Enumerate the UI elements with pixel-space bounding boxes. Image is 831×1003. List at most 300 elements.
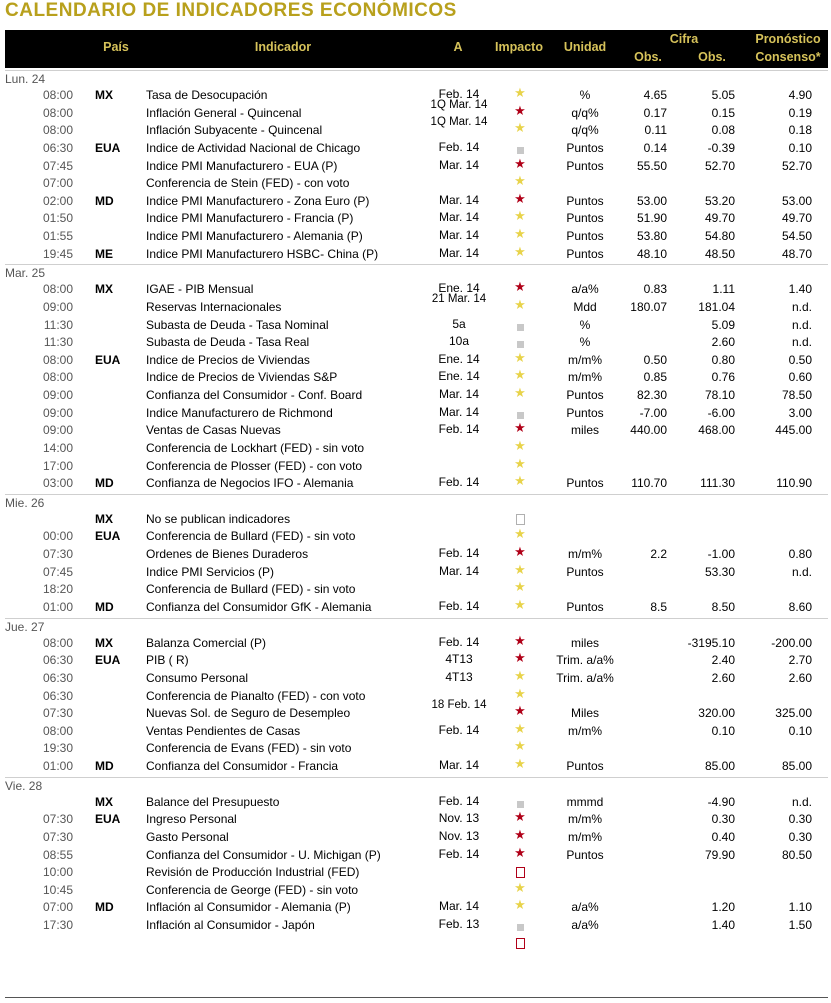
indicator-cell: Conferencia de Bullard (FED) - sin voto [146, 582, 356, 597]
obs-cell: -1.00 [707, 547, 735, 562]
forecast-cell: 2.70 [788, 653, 812, 668]
time-cell: 08:00 [42, 352, 73, 367]
unit-cell: a/a% [571, 282, 599, 297]
forecast-cell: n.d. [791, 335, 812, 350]
time-cell: 07:30 [42, 706, 73, 721]
time-cell: 01:50 [42, 211, 73, 226]
time-cell: 17:30 [42, 918, 73, 933]
indicator-cell: Conferencia de George (FED) - sin voto [146, 882, 359, 897]
table-header [5, 30, 828, 68]
indicator-cell: Tasa de Desocupación [146, 88, 268, 102]
obs-cell: 8.5 [650, 600, 667, 614]
star-low-impact-icon: ★ [514, 208, 526, 224]
table-row [5, 455, 828, 477]
indicator-cell: Ordenes de Bienes Duraderos [146, 547, 309, 562]
time-cell: 17:00 [42, 458, 73, 473]
unit-cell: % [579, 88, 591, 102]
impact-cell [500, 208, 540, 224]
unit-cell: mmmd [566, 794, 604, 809]
table-row [5, 897, 828, 918]
obs-cell: 0.76 [711, 370, 735, 385]
table-row [5, 826, 828, 848]
star-low-impact-icon: ★ [514, 296, 526, 312]
impact-cell [500, 721, 540, 737]
impact-cell [500, 845, 540, 861]
indicator-cell: Consumo Personal [146, 670, 249, 685]
obs-cell: 53.00 [636, 193, 667, 208]
indicator-cell: Revisión de Producción Industrial (FED) [146, 865, 360, 880]
star-low-impact-icon: ★ [514, 473, 526, 489]
impact-cell [500, 279, 540, 295]
table-row [5, 292, 828, 318]
obs-cell: 0.17 [643, 105, 667, 120]
header-obs-2: Obs. [698, 50, 726, 64]
day-label: Mar. 25 [5, 264, 828, 280]
time-cell: 19:30 [42, 741, 73, 756]
star-high-impact-icon: ★ [514, 155, 526, 171]
indicator-cell: Indice PMI Manufacturero - EUA (P) [146, 158, 338, 173]
time-cell: 03:00 [42, 476, 73, 491]
table-row [5, 865, 828, 883]
impact-cell [500, 827, 540, 843]
period-cell: 4T13 [445, 652, 473, 667]
unit-cell: Miles [570, 706, 599, 721]
star-low-impact-icon: ★ [514, 226, 526, 242]
indicator-cell: Inflación Subyacente - Quincenal [146, 123, 323, 138]
time-cell: 09:00 [42, 299, 73, 314]
unit-cell: Puntos [566, 476, 604, 491]
impact-cell [500, 191, 540, 207]
table-row [5, 844, 828, 866]
forecast-cell: 8.60 [788, 600, 812, 614]
star-low-impact-icon: ★ [514, 897, 526, 913]
forecast-cell: 54.50 [781, 229, 812, 244]
impact-cell [500, 420, 540, 436]
obs-cell: 8.50 [711, 600, 735, 614]
unit-cell: Mdd [573, 299, 597, 314]
country-cell: EUA [95, 812, 121, 827]
star-low-impact-icon: ★ [514, 579, 526, 595]
obs-cell: 0.15 [711, 105, 735, 120]
country-cell: MX [95, 282, 113, 297]
header-unidad: Unidad [563, 40, 607, 54]
star-low-impact-icon: ★ [514, 437, 526, 453]
indicator-cell: Indice de Actividad Nacional de Chicago [146, 140, 361, 155]
unit-cell: m/m% [568, 829, 602, 844]
impact-cell [500, 897, 540, 913]
obs-cell: 0.10 [711, 723, 735, 738]
period-cell: Nov. 13 [438, 828, 480, 843]
indicator-cell: Indice PMI Manufacturero - Alemania (P) [146, 229, 363, 244]
impact-cell [500, 438, 540, 454]
obs-cell: 111.30 [700, 476, 735, 491]
time-cell: 06:30 [42, 653, 73, 668]
period-cell: Feb. 14 [438, 634, 480, 649]
table-row [5, 420, 828, 441]
day-label: Vie. 28 [5, 777, 828, 793]
table-row [5, 116, 828, 141]
impact-cell [500, 103, 540, 119]
period-cell: Ene. 14 [438, 351, 480, 366]
star-low-impact-icon: ★ [514, 526, 526, 542]
obs-cell: -7.00 [639, 405, 667, 420]
impact-cell [500, 173, 540, 189]
period-cell: Ene. 14 [438, 281, 480, 296]
time-cell: 02:00 [42, 193, 73, 208]
period-cell: 18 Feb. 14 [431, 699, 487, 712]
impact-cell [500, 597, 540, 613]
impact-cell [500, 456, 540, 472]
star-high-impact-icon: ★ [514, 102, 526, 118]
forecast-cell: 52.70 [781, 158, 812, 173]
star-low-impact-icon: ★ [514, 597, 526, 612]
indicator-cell: Conferencia de Bullard (FED) - sin voto [146, 529, 356, 544]
forecast-cell: 80.50 [781, 847, 812, 862]
indicator-cell: Conferencia de Lockhart (FED) - sin voto [146, 440, 365, 455]
star-low-impact-icon: ★ [514, 667, 526, 683]
indicator-cell: Gasto Personal [146, 829, 229, 844]
unit-cell: Puntos [566, 229, 604, 244]
unit-cell: Puntos [566, 405, 604, 420]
obs-cell: 54.80 [704, 229, 735, 244]
impact-cell [500, 686, 540, 702]
unit-cell: m/m% [568, 370, 602, 385]
period-cell: Nov. 13 [438, 811, 480, 826]
unit-cell: a/a% [571, 918, 599, 933]
period-cell: Mar. 14 [438, 192, 480, 207]
obs-cell: 0.85 [643, 370, 667, 385]
forecast-cell: 48.70 [781, 246, 812, 261]
forecast-cell: n.d. [791, 317, 812, 332]
forecast-cell: 110.90 [776, 476, 812, 491]
forecast-cell: n.d. [791, 794, 812, 809]
unit-cell: Puntos [566, 759, 604, 774]
obs-cell: 4.65 [643, 88, 667, 102]
red-box-icon [516, 938, 525, 949]
obs-cell: 0.40 [711, 829, 735, 844]
obs-cell: 48.10 [636, 246, 667, 261]
period-cell: Mar. 14 [438, 387, 480, 402]
forecast-cell: 1.50 [788, 918, 812, 933]
obs-cell: 2.60 [711, 670, 735, 685]
star-high-impact-icon: ★ [514, 279, 526, 295]
obs-cell: 1.20 [711, 900, 735, 915]
star-high-impact-icon: ★ [514, 826, 526, 842]
unit-cell: m/m% [568, 723, 602, 738]
obs-cell: 5.05 [711, 88, 735, 102]
period-cell: Feb. 14 [438, 422, 480, 437]
obs-cell: 320.00 [698, 706, 735, 721]
forecast-cell: 3.00 [788, 405, 812, 420]
table-row [5, 720, 828, 742]
header-consenso: Consenso* [755, 50, 821, 64]
unit-cell: q/q% [571, 123, 599, 138]
obs-cell: 0.30 [711, 812, 735, 827]
star-high-impact-icon: ★ [514, 420, 526, 436]
time-cell: 06:30 [42, 688, 73, 703]
obs-cell: 468.00 [698, 423, 735, 438]
time-cell: 07:30 [42, 829, 73, 844]
impact-cell [500, 385, 540, 401]
time-cell: 08:00 [42, 282, 73, 297]
unit-cell: Trim. a/a% [556, 653, 614, 668]
forecast-cell: 53.00 [781, 193, 812, 208]
obs-cell: 53.20 [704, 193, 735, 208]
country-cell: MD [95, 759, 114, 774]
impact-cell [500, 633, 540, 649]
indicator-cell: Indice PMI Manufacturero - Francia (P) [146, 211, 354, 226]
unit-cell: Puntos [566, 388, 604, 403]
period-cell: Mar. 14 [438, 758, 480, 773]
obs-cell: 0.14 [643, 140, 667, 155]
star-low-impact-icon: ★ [514, 738, 526, 754]
indicator-cell: Indice Manufacturero de Richmond [146, 405, 333, 420]
indicator-cell: Balanza Comercial (P) [146, 635, 267, 650]
header-impacto: Impacto [495, 40, 543, 54]
star-low-impact-icon: ★ [514, 385, 526, 401]
impact-cell [500, 297, 540, 313]
time-cell: 08:00 [42, 723, 73, 738]
impact-cell [500, 156, 540, 172]
forecast-cell: 0.80 [788, 547, 812, 562]
country-cell: MD [95, 193, 114, 208]
forecast-cell: 0.30 [788, 829, 812, 844]
obs-cell: 1.11 [712, 282, 735, 297]
star-high-impact-icon: ★ [514, 632, 526, 648]
table-row [5, 367, 828, 388]
indicator-cell: Conferencia de Stein (FED) - con voto [146, 176, 350, 191]
unit-cell: Puntos [566, 847, 604, 862]
unit-cell: miles [570, 423, 599, 438]
indicator-cell: Inflación General - Quincenal [146, 105, 302, 120]
obs-cell: 49.70 [704, 211, 735, 226]
time-cell: 07:45 [42, 564, 73, 579]
unit-cell: m/m% [568, 812, 602, 827]
obs-cell: 52.70 [704, 158, 735, 173]
period-cell: 21 Mar. 14 [431, 292, 487, 305]
obs-cell: 55.50 [636, 158, 667, 173]
time-cell: 06:30 [42, 670, 73, 685]
table-row [5, 879, 828, 901]
period-cell: Feb. 14 [438, 87, 480, 101]
time-cell: 08:00 [42, 123, 73, 138]
impact-cell [500, 562, 540, 578]
forecast-cell: 1.10 [788, 900, 812, 915]
forecast-cell: 325.00 [775, 706, 812, 721]
obs-cell: 48.50 [704, 246, 735, 261]
star-low-impact-icon: ★ [514, 173, 526, 189]
header-pronostico: Pronóstico [755, 32, 821, 46]
star-low-impact-icon: ★ [514, 561, 526, 577]
impact-cell [500, 244, 540, 260]
table-row [5, 579, 828, 600]
obs-cell: 180.07 [630, 299, 667, 314]
table-row [5, 936, 828, 954]
star-low-impact-icon: ★ [514, 720, 526, 736]
table-row [5, 699, 828, 724]
period-cell: 5a [452, 316, 466, 331]
forecast-cell: 0.18 [788, 123, 812, 138]
obs-cell: 1.40 [711, 918, 735, 933]
impact-cell [500, 920, 540, 934]
square-neutral-icon [517, 324, 524, 331]
period-cell: Ene. 14 [438, 369, 480, 384]
forecast-cell: 0.19 [788, 105, 812, 120]
star-low-impact-icon: ★ [514, 756, 526, 772]
forecast-cell: 49.70 [781, 211, 812, 226]
table-row [5, 243, 828, 265]
unit-cell: Puntos [566, 140, 604, 155]
indicator-cell: Indice PMI Servicios (P) [146, 564, 275, 579]
time-cell: 10:45 [42, 882, 73, 897]
page-title: CALENDARIO DE INDICADORES ECONÓMICOS [5, 0, 457, 21]
period-cell: 1Q Mar. 14 [430, 116, 488, 129]
forecast-cell: 85.00 [781, 759, 812, 774]
square-neutral-icon [517, 412, 524, 419]
table-row [5, 738, 828, 759]
time-cell: 01:55 [42, 229, 73, 244]
impact-cell [500, 120, 540, 136]
obs-cell: -3195.10 [687, 635, 735, 650]
indicator-cell: Reservas Internacionales [146, 299, 282, 314]
table-row [5, 226, 828, 247]
obs-cell: 0.08 [711, 123, 735, 138]
forecast-cell: n.d. [791, 564, 812, 579]
indicator-cell: Indice PMI Manufacturero - Zona Euro (P) [146, 193, 370, 208]
impact-cell [500, 85, 540, 101]
indicator-cell: Ventas de Casas Nuevas [146, 423, 281, 438]
impact-cell [500, 809, 540, 825]
impact-cell [500, 668, 540, 684]
table-row [5, 512, 828, 530]
obs-cell: 5.09 [711, 317, 735, 332]
obs-cell: 0.80 [711, 352, 735, 367]
table-row [5, 685, 828, 707]
country-cell: EUA [95, 352, 121, 367]
time-cell: 08:00 [42, 635, 73, 650]
time-cell: 09:00 [42, 423, 73, 438]
forecast-cell: 0.60 [788, 370, 812, 385]
table-row [5, 809, 828, 830]
impact-cell [500, 473, 540, 489]
impact-cell [500, 350, 540, 366]
star-high-impact-icon: ★ [514, 650, 526, 666]
forecast-cell: n.d. [791, 299, 812, 314]
obs-cell: 181.04 [698, 299, 735, 314]
square-neutral-icon [517, 801, 524, 808]
unit-cell: miles [570, 635, 599, 650]
country-cell: MX [95, 794, 113, 809]
forecast-cell: 0.10 [788, 140, 812, 155]
unit-cell: Puntos [566, 158, 604, 173]
indicator-cell: Nuevas Sol. de Seguro de Desempleo [146, 706, 351, 721]
unit-cell: m/m% [568, 352, 602, 367]
forecast-cell: 1.40 [788, 282, 812, 297]
obs-cell: -4.90 [707, 794, 735, 809]
table-row [5, 155, 828, 177]
table-row [5, 473, 828, 494]
country-cell: EUA [95, 140, 121, 155]
period-cell: 4T13 [445, 669, 473, 684]
indicator-cell: Confianza del Consumidor - Francia [146, 759, 339, 774]
unit-cell: Puntos [566, 193, 604, 208]
header-obs-1: Obs. [634, 50, 662, 64]
table-row [5, 544, 828, 565]
indicator-cell: Conferencia de Plosser (FED) - con voto [146, 458, 363, 473]
table-row [5, 335, 828, 353]
table-row [5, 667, 828, 689]
indicator-cell: Ventas Pendientes de Casas [146, 723, 301, 738]
unit-cell: Puntos [566, 211, 604, 226]
period-cell: 1Q Mar. 14 [430, 98, 488, 111]
unit-cell: Puntos [566, 600, 604, 614]
period-cell: Mar. 14 [438, 228, 480, 243]
period-cell: Feb. 14 [438, 722, 480, 737]
country-cell: MX [95, 511, 113, 526]
table-row [5, 756, 828, 777]
time-cell: 07:00 [42, 900, 73, 915]
time-cell: 07:30 [42, 547, 73, 562]
indicator-cell: Conferencia de Pianalto (FED) - con voto [146, 688, 366, 703]
forecast-cell: 78.50 [781, 388, 812, 403]
square-neutral-icon [517, 147, 524, 154]
time-cell: 09:00 [42, 405, 73, 420]
indicator-cell: Indice PMI Manufacturero HSBC- China (P) [146, 246, 379, 261]
forecast-cell: -200.00 [771, 635, 812, 650]
table-row [5, 141, 828, 159]
header-indicador: Indicador [254, 40, 312, 54]
header-a: A [453, 40, 463, 54]
indicator-cell: Indice de Precios de Viviendas [146, 352, 310, 367]
header-pais: País [103, 40, 129, 54]
star-low-impact-icon: ★ [514, 243, 526, 259]
time-cell: 14:00 [42, 440, 73, 455]
impact-cell [500, 526, 540, 542]
obs-cell: 2.40 [711, 653, 735, 668]
country-cell: MD [95, 600, 114, 614]
period-cell: Feb. 14 [438, 599, 480, 613]
time-cell: 07:00 [42, 176, 73, 191]
bottom-divider [5, 997, 828, 998]
indicator-cell: No se publican indicadores [146, 511, 291, 526]
forecast-cell: 0.50 [788, 352, 812, 367]
time-cell: 10:00 [42, 865, 73, 880]
impact-cell [500, 756, 540, 772]
forecast-cell: 0.30 [788, 812, 812, 827]
period-cell: 10a [448, 334, 470, 349]
table-row [5, 437, 828, 459]
forecast-cell: 2.60 [788, 670, 812, 685]
obs-cell: 0.83 [643, 282, 667, 297]
star-low-impact-icon: ★ [514, 685, 526, 701]
time-cell: 19:45 [42, 246, 73, 261]
indicator-cell: Balance del Presupuesto [146, 794, 280, 809]
star-high-impact-icon: ★ [514, 190, 526, 206]
obs-cell: 51.90 [636, 211, 667, 226]
day-label: Jue. 27 [5, 618, 828, 634]
time-cell: 06:30 [42, 140, 73, 155]
impact-cell [500, 544, 540, 560]
table-row [5, 279, 828, 300]
indicator-cell: Subasta de Deuda - Tasa Nominal [146, 317, 329, 332]
obs-cell: 79.90 [704, 847, 735, 862]
indicator-cell: Confianza del Consumidor - Conf. Board [146, 388, 363, 403]
indicator-cell: Conferencia de Evans (FED) - sin voto [146, 741, 352, 756]
star-low-impact-icon: ★ [514, 120, 526, 136]
period-cell: Feb. 14 [438, 139, 480, 154]
time-cell: 08:00 [42, 105, 73, 120]
period-cell: Mar. 14 [438, 210, 480, 225]
